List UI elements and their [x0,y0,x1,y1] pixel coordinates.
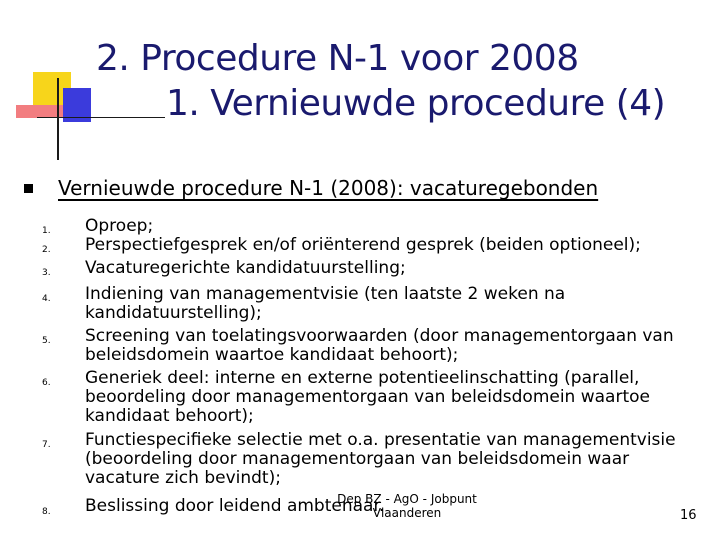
list-item [85,327,705,365]
list-item-line: Vacaturegerichte kandidatuurstelling; [85,258,406,278]
list-item-line: kandidatuurstelling); [85,303,262,323]
list-item-line: Functiespecifieke selectie met o.a. presentatie van managementvisie [85,430,676,450]
list-number: 6. [42,378,51,388]
list-number: 1. [42,226,51,236]
subheading: Vernieuwde procedure N-1 (2008): vacaturegebonden [58,176,599,200]
footer-line-1: Dep BZ - AgO - Jobpunt [337,492,477,506]
list-item-line: Screening van toelatingsvoorwaarden (door managementorgaan van [85,326,674,346]
list-item [85,236,705,255]
list-number: 8. [42,507,51,517]
footer-line-2: Vlaanderen [372,506,442,520]
list-item-line: Generiek deel: interne en externe potentieelinschatting (parallel, [85,368,640,388]
list-item-line: vacature zich bevindt); [85,468,281,488]
list-item [85,285,705,323]
footer-text [330,492,484,520]
list-number: 4. [42,294,51,304]
list-number: 2. [42,245,51,255]
list-item [85,431,705,488]
square-bullet-icon [24,184,33,193]
list-item-line: Indiening van managementvisie (ten laatste 2 weken na [85,284,566,304]
list-item-line: kandidaat behoort); [85,406,254,426]
logo-vertical-line [57,78,59,160]
list-item-line: beoordeling door managementorgaan van beleidsdomein waartoe [85,387,650,407]
list-item [85,369,705,426]
title-line-1: 2. Procedure N-1 voor 2008 [96,38,579,79]
list-number: 7. [42,440,51,450]
list-item-line: Beslissing door leidend ambtenaar. [85,496,385,516]
list-item-line: Perspectiefgesprek en/of oriënterend gesprek (beiden optioneel); [85,235,641,255]
list-item-line: Oproep; [85,216,154,236]
list-number: 5. [42,336,51,346]
list-item [85,217,705,236]
title-line-2: 1. Vernieuwde procedure (4) [166,83,666,124]
list-item [85,259,705,278]
slide-title [96,36,665,126]
page-number: 16 [680,508,697,523]
list-item-line: beleidsdomein waartoe kandidaat behoort); [85,345,459,365]
list-item-line: (beoordeling door managementorgaan van beleidsdomein waar [85,449,630,469]
list-number: 3. [42,268,51,278]
